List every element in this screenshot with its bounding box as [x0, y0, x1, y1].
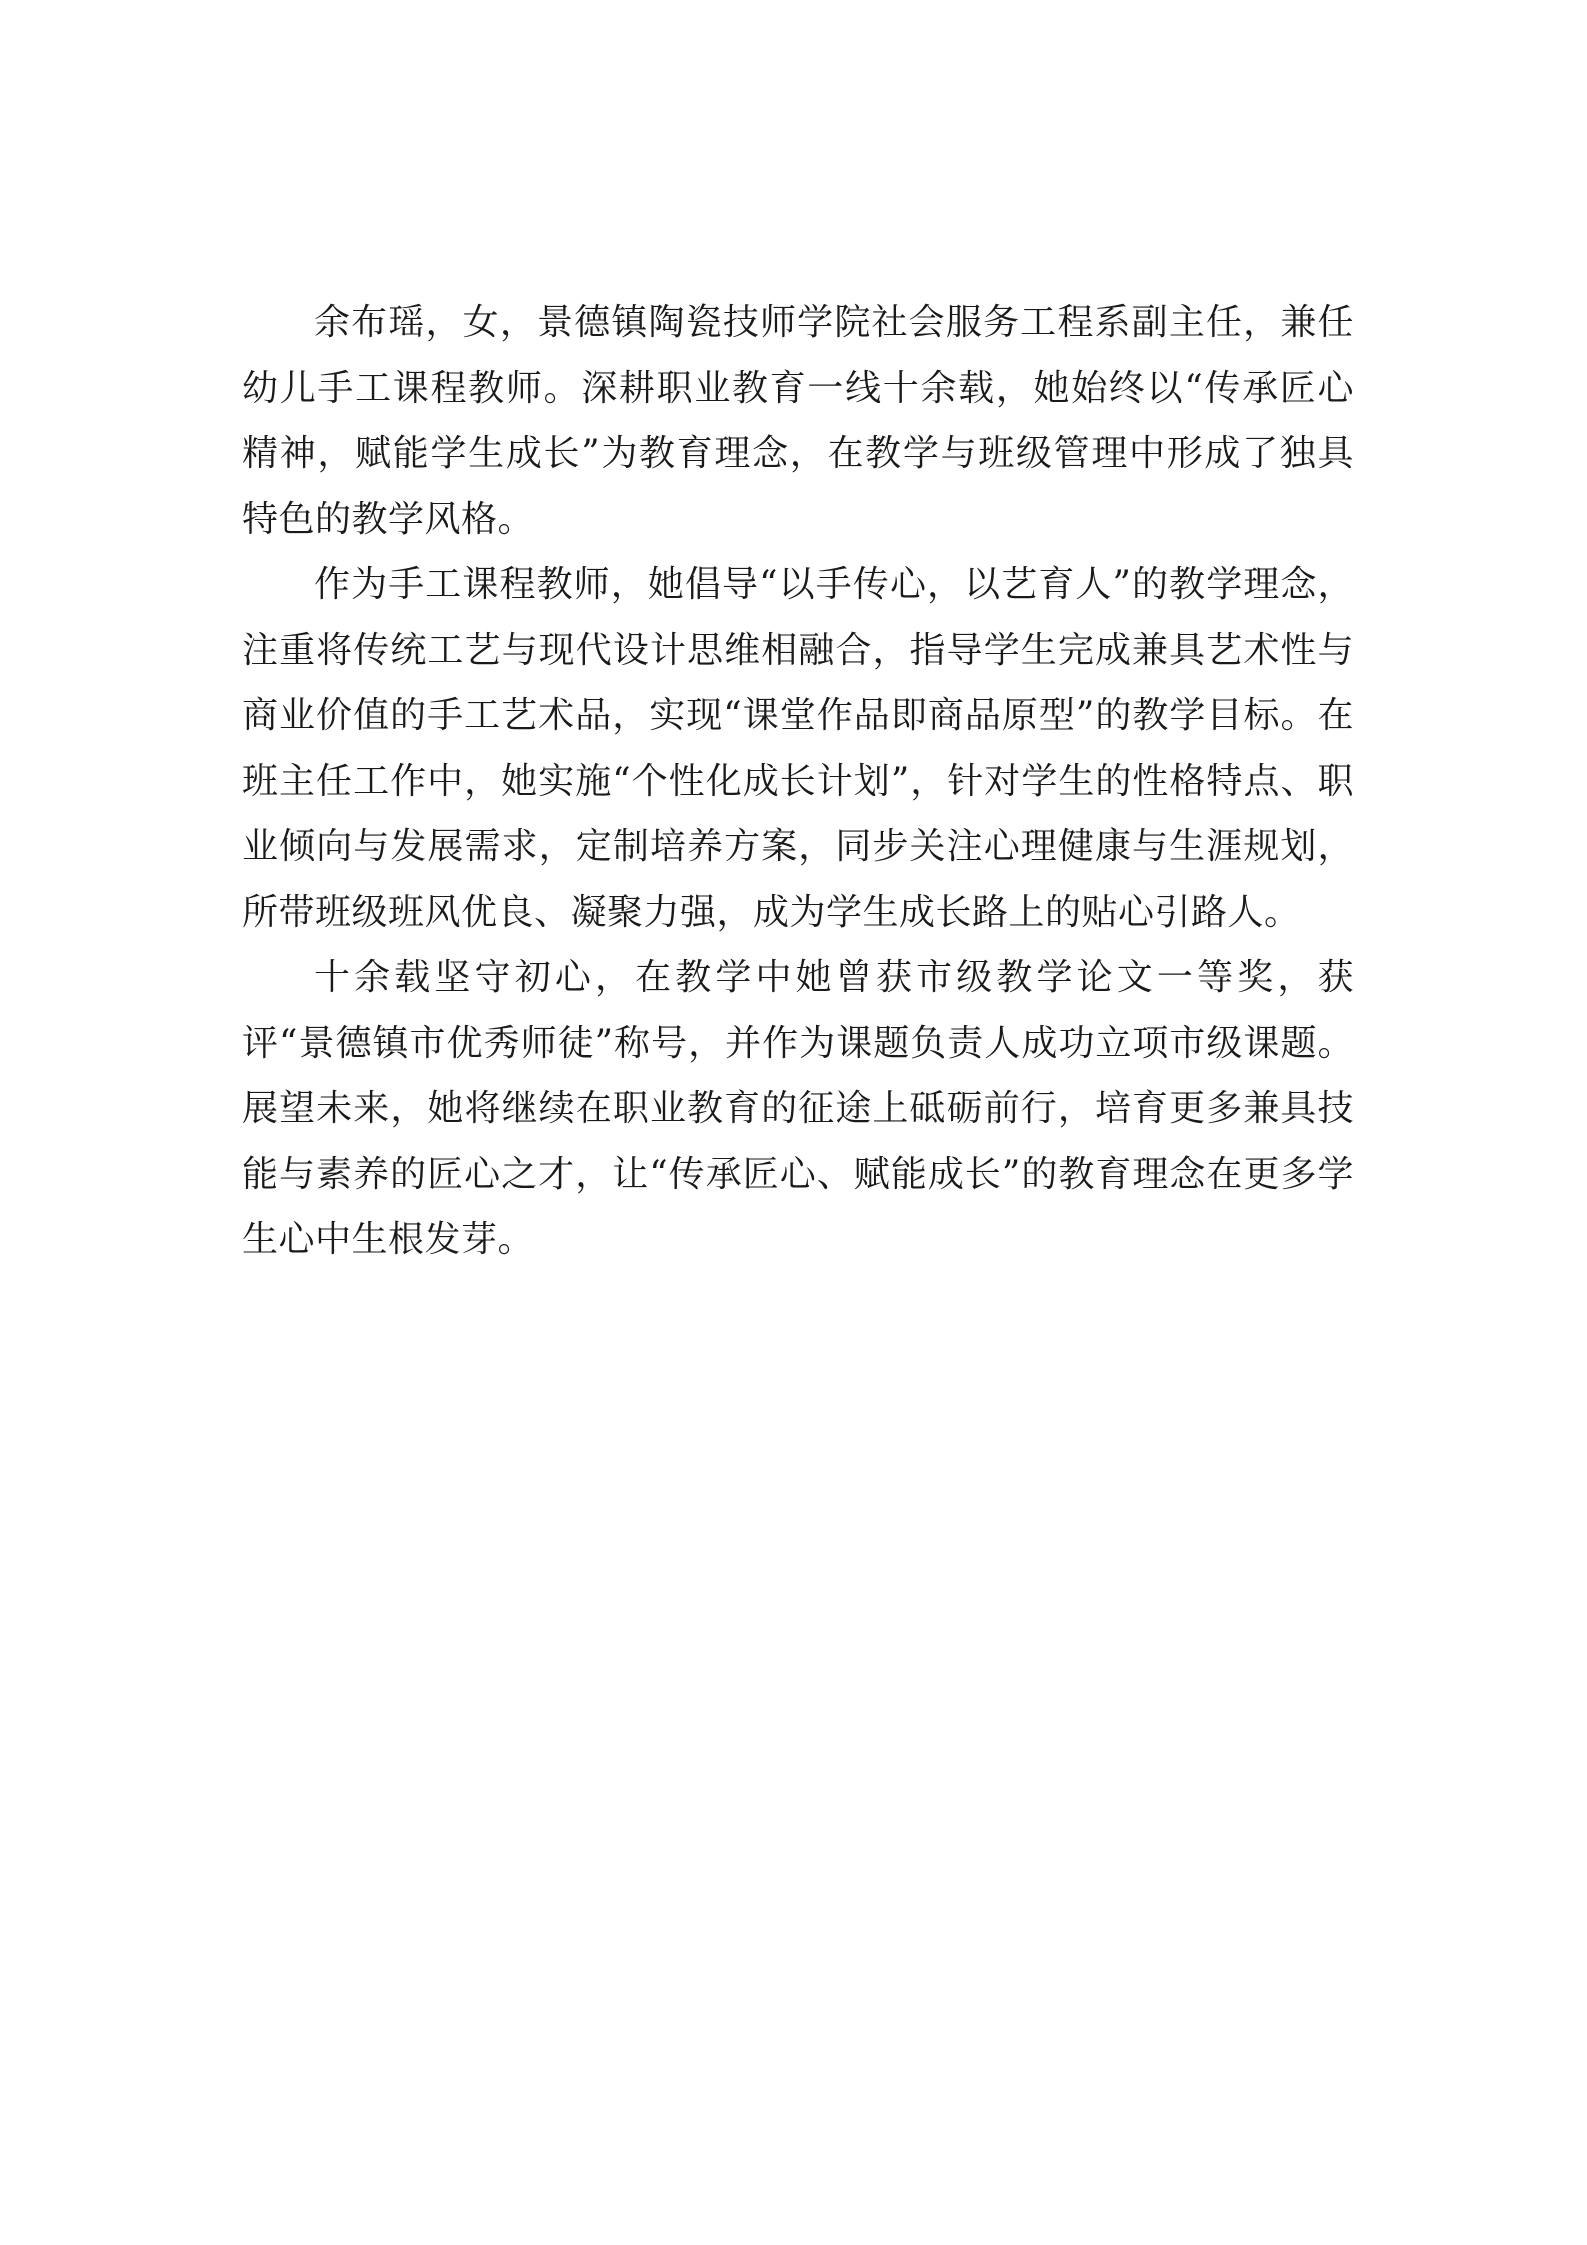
- paragraph-teaching: 作为手工课程教师，她倡导“以手传心，以艺育人”的教学理念，注重将传统工艺与现代设计思维相融合，指导学生完成兼具艺术性与商业价值的手工艺术品，实现“课堂作品即商品原型”的教学目标。在班主任工作中，她实施“个性化成长计划”，针对学生的性格特点、职业倾向与发展需求，定制培养方案，同步关注心理健康与生涯规划，所带班级班风优良、凝聚力强，成为学生成长路上的贴心引路人。: [242, 564, 1354, 933]
- document-body: [242, 290, 1354, 1273]
- paragraph-intro: 余布瑶，女，景德镇陶瓷技师学院社会服务工程系副主任，兼任幼儿手工课程教师。深耕职业教育一线十余载，她始终以“传承匠心精神，赋能学生成长”为教育理念，在教学与班级管理中形成了独具特色的教学风格。: [242, 302, 1354, 540]
- paragraph-achievements: 十余载坚守初心，在教学中她曾获市级教学论文一等奖，获评“景德镇市优秀师徒”称号，并作为课题负责人成功立项市级课题。展望未来，她将继续在职业教育的征途上砥砺前行，培育更多兼具技能与素养的匠心之才，让“传承匠心、赋能成长”的教育理念在更多学生心中生根发芽。: [242, 957, 1354, 1260]
